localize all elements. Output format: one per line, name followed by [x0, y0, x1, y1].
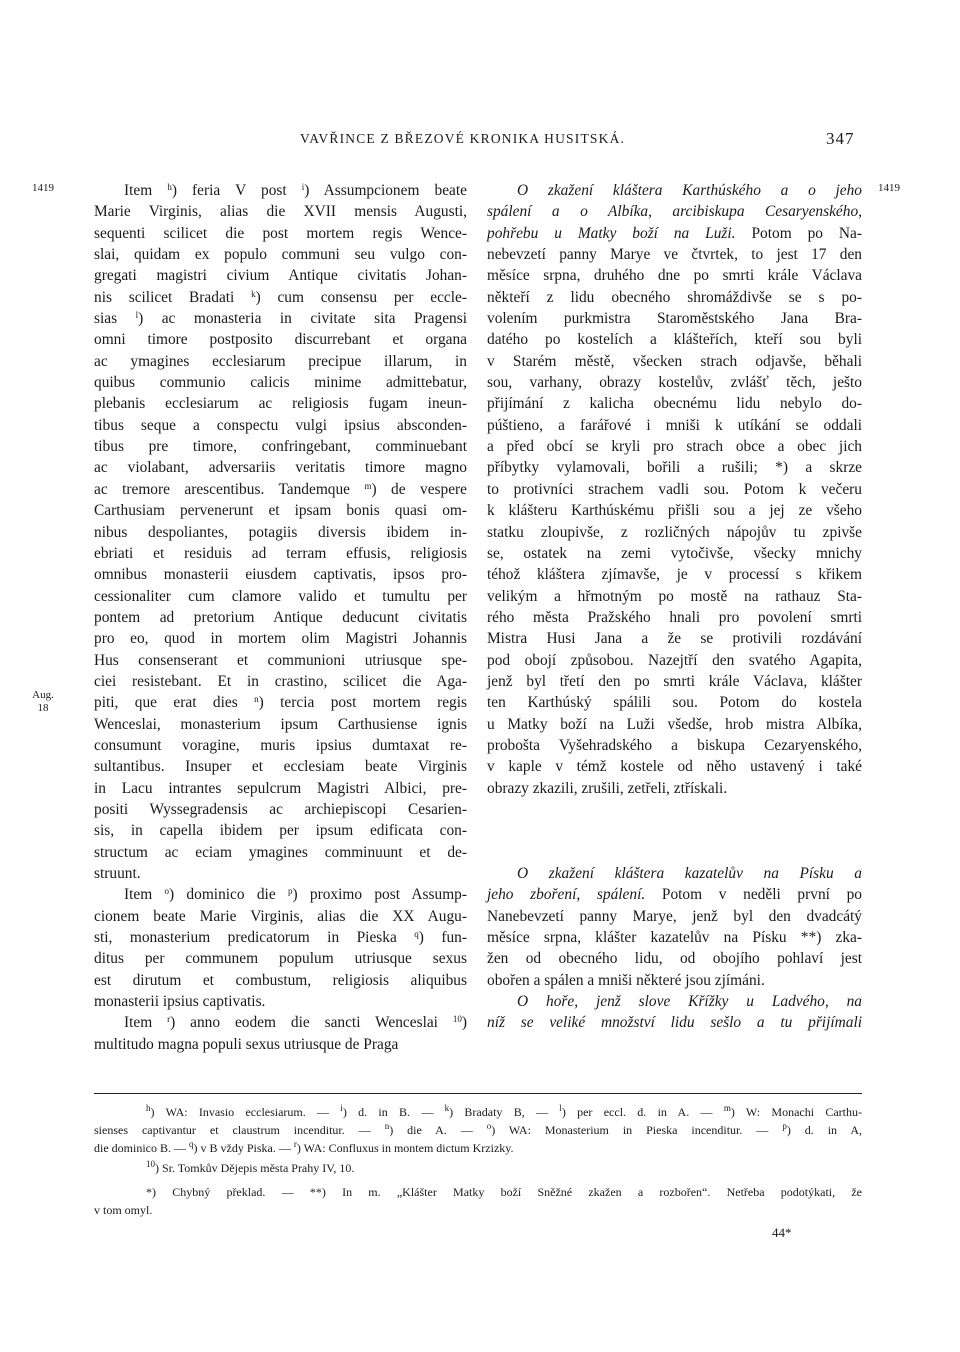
czech-line: ten Karthúský spálili sou. Potom do kostela: [487, 694, 862, 712]
czech-line: jenž byl třetí den po smrti krále Václava, klášter: [487, 672, 862, 690]
latin-line: Carthusiam pervenerunt et ipsam bonis quasi om-: [94, 502, 467, 520]
czech-line: přijímání z kalicha obecnému lidu nebylo do-: [487, 395, 862, 413]
czech-line: datého po kostelích a klášteřích, kteří sou byli: [487, 331, 862, 349]
numbered-footnote: [94, 1159, 862, 1177]
czech-line: volením purkmistra Staroměstského Jana Bra-: [487, 310, 862, 328]
czech-line: sou, varhany, obrazy kostelův, zvlášť těch, ješto: [487, 374, 862, 392]
latin-line: sti, monasterium predicatorum in Pieska $^q$) fun-: [94, 929, 467, 947]
latin-line: sultantibus. Insuper et ecclesiam beate Virginis: [94, 758, 467, 776]
latin-line: pro eo, quod in mortem olim Magistri Johannis: [94, 630, 467, 648]
latin-line: ditus per communem populum utriusque sexus: [94, 950, 467, 968]
latin-column: [94, 180, 467, 1055]
latin-line: ac ymagines ecclesiarum precipue illarum, in: [94, 352, 467, 370]
section-heading-line: spálení a o Albíka, arcibiskupa Cesaryenského,: [487, 203, 862, 221]
czech-column: [487, 180, 862, 1034]
latin-line: in Lacu intrantes sepulcrum Magistri Albici, pre-: [94, 779, 467, 797]
latin-line: omnibus monasterii eiusdem captivatis, ipsos pro-: [94, 566, 467, 584]
latin-line: structum ac eciam ymagines comminuunt et de-: [94, 843, 467, 861]
section-heading-line: níž se veliké množství lidu sešlo a tu přijímali: [487, 1014, 862, 1032]
latin-line: cessionaliter cum clamore valido et tumultu per: [94, 587, 467, 605]
latin-line: struunt.: [94, 865, 141, 882]
latin-line: tibus pre timore, confringebant, comminuebant: [94, 438, 467, 456]
latin-line: Wenceslai, monasterium ipsum Carthusiense ignis: [94, 715, 467, 733]
footnote-divider: [94, 1093, 862, 1094]
page-header: [0, 131, 960, 155]
latin-line: cionem beate Marie Virginis, alias die XX Augu-: [94, 907, 467, 925]
czech-line: obrazy zkazili, zrušili, zetřeli, ztřískali.: [487, 779, 728, 797]
section-heading-line: O zkažení kláštera kazatelův na Písku a: [517, 865, 862, 882]
section-heading-line: O hoře, jenž slove Křížky u Ladvého, na: [517, 993, 862, 1011]
czech-line: Mistra Husi Jana a že se protivili rozdávání: [487, 630, 862, 648]
czech-line: probošta Vyšehradského a biskupa Cezaryenského,: [487, 736, 862, 754]
czech-line: pod obojí způsobou. Nazejtří den svatého Agapita,: [487, 651, 862, 669]
latin-line: consumunt voragine, muris ipsius dumtaxat re-: [94, 736, 467, 754]
latin-line: nis scilicet Bradati $^k$) cum consensu per eccle-: [94, 288, 467, 306]
running-title: VAVŘINCE Z BŘEZOVÉ KRONIKA HUSITSKÁ.: [300, 131, 626, 146]
signature-mark: 44*: [772, 1225, 792, 1240]
czech-line: a před obcí se kryli pro strach obce a obec jich: [487, 438, 862, 456]
page-number: 347: [826, 129, 855, 148]
translation-note-line: v tom omyl.: [94, 1203, 153, 1217]
czech-line: příbytky vylamovali, bořili a rušili; *) a skrze: [487, 459, 862, 477]
latin-line: positi Wyssegradensis ac archiepiscopi Cesarien-: [94, 800, 467, 818]
margin-year-right: 1419: [878, 182, 900, 194]
latin-line: est dirutum et combustum, religiosis aliquibus: [94, 971, 467, 989]
translation-notes: [94, 1183, 862, 1219]
czech-line: někteří z lidu obecného shromáždivše se s po-: [487, 288, 862, 306]
latin-line: Marie Virginis, alias die XVII mensis Augusti,: [94, 203, 467, 221]
latin-line: nibus despoliantes, potagiis diversis ibidem in-: [94, 523, 467, 541]
latin-line: sias $^l$) ac monasteria in civitate sita Pragensi: [94, 310, 467, 328]
latin-line: gregati magistri civium Antique civitatis Johan-: [94, 267, 467, 285]
czech-line: nebevzetí panny Marye ve čtvrtek, to jest 17 den: [487, 246, 862, 264]
latin-line: sequenti scilicet die post mortem regis Wence-: [94, 224, 467, 242]
czech-line: u Matky boží na Luži všedše, hrob mistra Albíka,: [487, 715, 862, 733]
margin-date-day: 18: [37, 702, 49, 714]
czech-line: to protivníci strachem vadli sou. Potom k večeru: [487, 480, 862, 498]
latin-line: plebanis ecclesiarum ac religiosis fugam ineun-: [94, 395, 467, 413]
latin-line: Item $^h$) feria V post $^i$) Assumpcionem beate: [124, 182, 467, 199]
latin-line: Item $^o$) dominico die $^p$) proximo post Assump-: [124, 886, 467, 904]
critical-apparatus: [94, 1103, 862, 1157]
latin-line: Hus consenserant et communioni utriusque spe-: [94, 651, 467, 669]
apparatus-line: $^h$) WA: Invasio ecclesiarum. — $^i$) d. in B. — $^k$) Bradaty B, — $^l$) per eccl. d. in A. — $^m$) W: Monachi Carthu-: [146, 1103, 863, 1119]
latin-line: ebriati et residuis ad terram effusis, religiosis: [94, 544, 467, 562]
latin-line: tibus seque a conspectu vulgi ipsius absconden-: [94, 416, 467, 434]
czech-line: měsíce srpna, klášter kazatelův na Písku **) zka-: [487, 929, 862, 947]
margin-year-left: 1419: [32, 182, 54, 194]
section-heading-end: jeho zboření, spálení.: [487, 886, 646, 904]
czech-line: statku zloupivše, z rozličných nápojův tu zpivše: [487, 523, 862, 541]
section-heading-line: O zkažení kláštera Karthúského a o jeho: [517, 182, 862, 199]
czech-line: se, ostatek na zemi vytočivše, všecky mnichy: [487, 544, 862, 562]
latin-line: slai, quidam ex populo communi seu vulgo con-: [94, 246, 467, 264]
mixed-line: [487, 884, 862, 905]
apparatus-line: die dominico B. — $^q$) v B vždy Piska. — $^r$) WA: Confluxus in montem dictum Krzizky.: [94, 1139, 514, 1155]
blank-gap: [487, 820, 862, 841]
paragraph-start: Potom v neděli první po: [645, 886, 862, 904]
blank-gap: [487, 799, 862, 820]
section-heading-end: pohřebu u Matky boží na Luži.: [487, 224, 736, 242]
blank-gap: [487, 842, 862, 863]
czech-line: měsíce srpna, druhého dne po smrti krále Václava: [487, 267, 862, 285]
czech-line: púštieno, a farářové i mniši k utíkání se oddali: [487, 416, 862, 434]
latin-line: pontem ad pretorium Antique deducunt civitatis: [94, 608, 467, 626]
latin-line: sis, in capella ibidem per ipsum edificata con-: [94, 822, 467, 840]
czech-line: žen od obecného lidu, od obojího pohlaví jest: [487, 950, 862, 968]
czech-line: téhož kláštera zjímavše, je v processí s křikem: [487, 566, 862, 584]
czech-line: velikým a hřmotným po mostě na rathauz Sta-: [487, 587, 862, 605]
latin-line: ciei resistebant. Et in crastino, scilicet die Aga-: [94, 672, 467, 690]
czech-line: v Starém městě, všecken strach odjavše, běhali: [487, 352, 862, 370]
paragraph-start: Potom po Na-: [735, 224, 862, 242]
latin-line: omni timore postposito discurrebant et organa: [94, 331, 467, 349]
latin-line: multitudo magna populi sexus utriusque de Praga: [94, 1035, 399, 1053]
margin-date: [28, 689, 58, 715]
latin-line: piti, que erat dies $^n$) tercia post mortem regis: [94, 694, 467, 712]
czech-line: rého města Pražského hnali pro povolení smrti: [487, 608, 862, 626]
latin-line: ac tremore arescentibus. Tandemque $^m$) de vespere: [94, 480, 467, 498]
margin-date-month: Aug.: [32, 689, 54, 701]
czech-line: k klášteru Karthúskému přišli sou a jej ze všeho: [487, 502, 862, 520]
numbered-note-line: $^{10}$) Sr. Tomkův Dějepis města Prahy IV, 10.: [146, 1159, 355, 1175]
czech-line: obořen a spálen a mniši některé jsou zjímáni.: [487, 971, 765, 989]
czech-line: v kaple v témž kostele od něho ustavený i také: [487, 758, 862, 776]
apparatus-line: sienses captivantur et claustrum incenditur. — $^n$) die A. — $^o$) WA: Monasterium in Pieska incenditur. — $^p$) d. in A,: [94, 1121, 863, 1137]
latin-line: Item $^r$) anno eodem die sancti Wenceslai $^{10}$): [124, 1014, 467, 1032]
latin-line: quibus communio calicis minime admittebatur,: [94, 374, 467, 392]
latin-line: ac violabant, adversariis veritatis timore magno: [94, 459, 467, 477]
mixed-line: [487, 223, 862, 244]
czech-line: Nanebevzetí panny Marye, jenž byl den dvadcátý: [487, 907, 862, 925]
latin-line: monasterii ipsius captivatis.: [94, 993, 266, 1011]
translation-note-line: *) Chybný překlad. — **) In m. „Klášter Matky boží Sněžné zkažen a rozbořen“. Netřeba podotýkati, že: [146, 1185, 862, 1199]
